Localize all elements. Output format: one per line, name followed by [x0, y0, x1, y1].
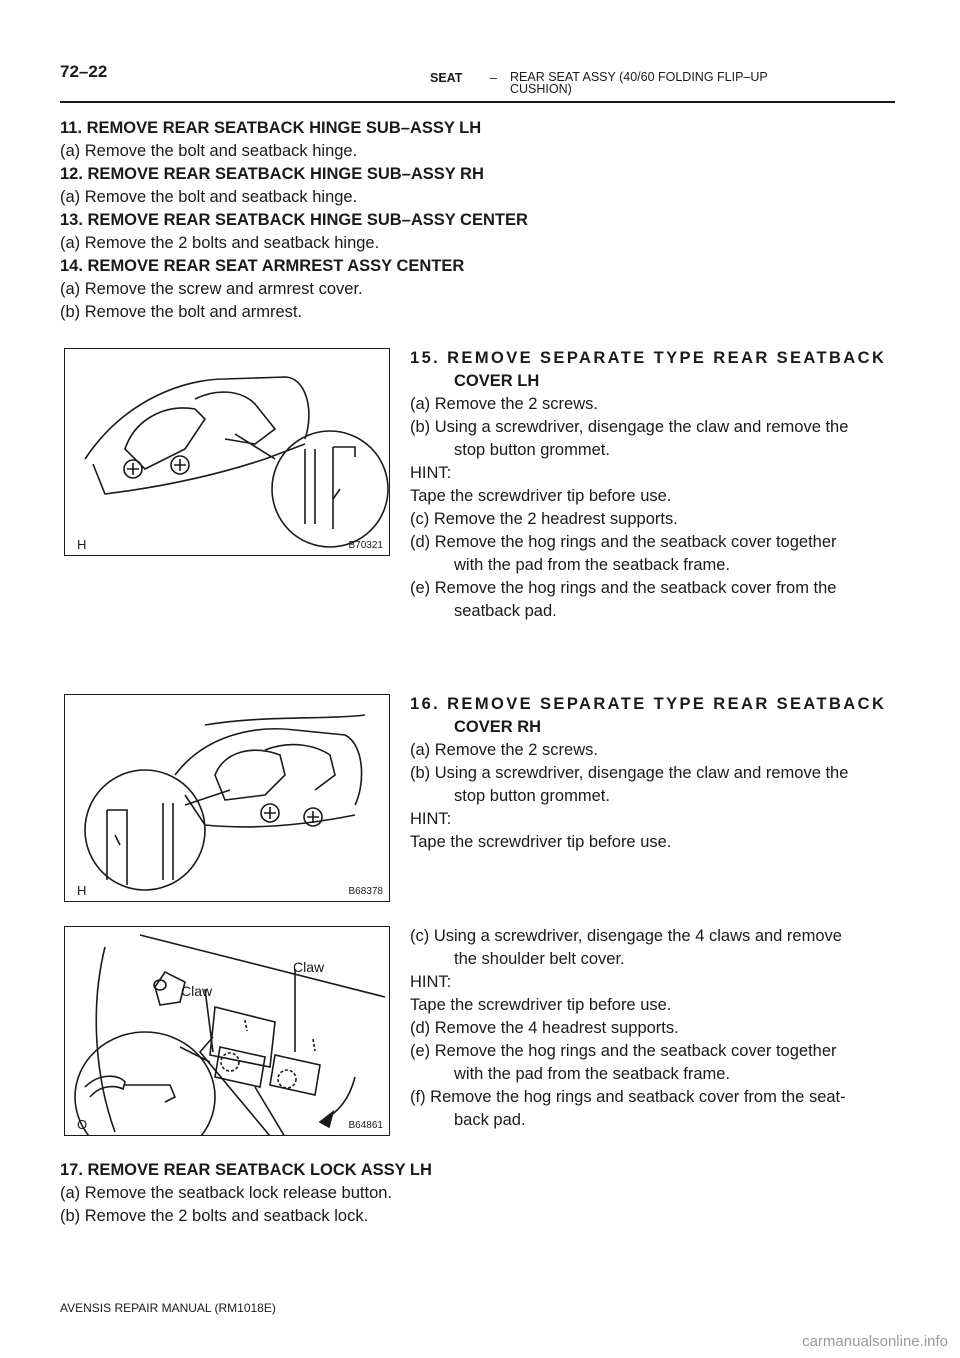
page-number: 72–22 — [60, 62, 108, 81]
step-15-hint: HINT: — [410, 464, 452, 482]
step-15-e-line2: seatback pad. — [454, 602, 557, 620]
step-16-b-line2: stop button grommet. — [454, 787, 610, 805]
figure-b70321-mark: H — [77, 537, 87, 552]
step-17-title: 17. REMOVE REAR SEATBACK LOCK ASSY LH — [60, 1161, 432, 1179]
figure-b70321 — [64, 348, 390, 556]
step-11-title: 11. REMOVE REAR SEATBACK HINGE SUB–ASSY LH — [60, 119, 482, 137]
footer-manual-id: AVENSIS REPAIR MANUAL (RM1018E) — [60, 1301, 276, 1315]
figure-b70321-code: B70321 — [348, 540, 383, 551]
step-15-b-line1: (b) Using a screwdriver, disengage the claw and remove the — [410, 418, 849, 436]
step-16-f-line1: (f) Remove the hog rings and seatback cover from the seat- — [410, 1088, 846, 1106]
callout-claw-2: Claw — [181, 983, 213, 999]
step-15-e-line1: (e) Remove the hog rings and the seatback cover from the — [410, 579, 837, 597]
header-section: SEAT — [430, 71, 463, 85]
step-14-b: (b) Remove the bolt and armrest. — [60, 303, 303, 321]
step-15-hint-text: Tape the screwdriver tip before use. — [410, 487, 672, 505]
header-rule — [60, 101, 895, 103]
step-16-c-line1: (c) Using a screwdriver, disengage the 4 claws and remove — [410, 927, 842, 945]
step-11-a: (a) Remove the bolt and seatback hinge. — [60, 142, 358, 160]
step-16-title-line1: 16. REMOVE SEPARATE TYPE REAR SEATBACK — [410, 695, 887, 713]
step-16-f-line2: back pad. — [454, 1111, 526, 1129]
figure-b70321-drawing — [65, 349, 390, 556]
header-title — [510, 71, 810, 95]
figure-b68378 — [64, 694, 390, 902]
step-12-a: (a) Remove the bolt and seatback hinge. — [60, 188, 358, 206]
step-16-hint-text: Tape the screwdriver tip before use. — [410, 833, 672, 851]
figure-b64861-drawing — [65, 927, 390, 1136]
step-16-cont-hint-text: Tape the screwdriver tip before use. — [410, 996, 672, 1014]
step-16-title-line2: COVER RH — [454, 718, 542, 736]
callout-claw-1: Claw — [293, 959, 325, 975]
figure-b68378-mark: H — [77, 883, 87, 898]
step-14-a: (a) Remove the screw and armrest cover. — [60, 280, 363, 298]
header-title-line2: CUSHION) — [510, 82, 572, 96]
header-title-line1: REAR SEAT ASSY (40/60 FOLDING FLIP–UP — [510, 70, 768, 84]
figure-b64861-mark: O — [77, 1117, 88, 1132]
step-13-a: (a) Remove the 2 bolts and seatback hinge. — [60, 234, 380, 252]
step-16-d: (d) Remove the 4 headrest supports. — [410, 1019, 679, 1037]
step-15-title-line2: COVER LH — [454, 372, 540, 390]
step-13-title: 13. REMOVE REAR SEATBACK HINGE SUB–ASSY CENTER — [60, 211, 528, 229]
step-16-a: (a) Remove the 2 screws. — [410, 741, 598, 759]
figure-b64861-code: B64861 — [348, 1120, 383, 1131]
step-15-d-line2: with the pad from the seatback frame. — [454, 556, 731, 574]
step-16-b-line1: (b) Using a screwdriver, disengage the claw and remove the — [410, 764, 849, 782]
step-15-d-line1: (d) Remove the hog rings and the seatback cover together — [410, 533, 837, 551]
step-12-title: 12. REMOVE REAR SEATBACK HINGE SUB–ASSY RH — [60, 165, 484, 183]
step-15-b-line2: stop button grommet. — [454, 441, 610, 459]
step-16-hint: HINT: — [410, 810, 452, 828]
step-17-a: (a) Remove the seatback lock release button. — [60, 1184, 393, 1202]
step-16-e-line2: with the pad from the seatback frame. — [454, 1065, 731, 1083]
step-16-cont-hint: HINT: — [410, 973, 452, 991]
step-15-a: (a) Remove the 2 screws. — [410, 395, 598, 413]
header-dash: – — [490, 71, 497, 85]
figure-b68378-drawing — [65, 695, 390, 902]
step-17-b: (b) Remove the 2 bolts and seatback lock. — [60, 1207, 369, 1225]
figure-b68378-code: B68378 — [348, 886, 383, 897]
step-16-e-line1: (e) Remove the hog rings and the seatback cover together — [410, 1042, 837, 1060]
step-15-title-line1: 15. REMOVE SEPARATE TYPE REAR SEATBACK — [410, 349, 887, 367]
step-16-c-line2: the shoulder belt cover. — [454, 950, 625, 968]
step-15-c: (c) Remove the 2 headrest supports. — [410, 510, 678, 528]
watermark: carmanualsonline.info — [802, 1333, 948, 1350]
figure-b64861 — [64, 926, 390, 1136]
step-14-title: 14. REMOVE REAR SEAT ARMREST ASSY CENTER — [60, 257, 465, 275]
